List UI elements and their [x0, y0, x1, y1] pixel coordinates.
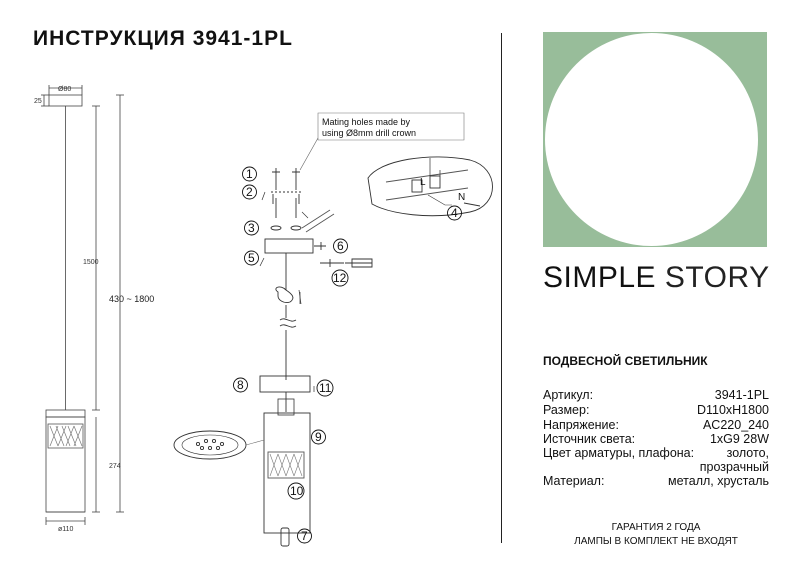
vertical-divider [501, 33, 502, 543]
step-number-circles [234, 167, 462, 543]
callout-line2: using Ø8mm drill crown [322, 128, 417, 138]
lamps-note: ЛАМПЫ В КОМПЛЕКТ НЕ ВХОДЯТ [574, 536, 738, 547]
brand-word-2: STORY [664, 261, 770, 294]
spec-label: Источник света: [543, 432, 636, 446]
step-number-9: 9 [315, 430, 322, 444]
dim-shade-height: 274 [109, 463, 121, 470]
spec-label: Размер: [543, 403, 590, 417]
spec-label: Материал: [543, 474, 605, 488]
assembly-illustration [174, 113, 493, 546]
warranty-note: ГАРАНТИЯ 2 ГОДА [611, 522, 701, 533]
dim-canopy-height: 25 [34, 98, 42, 105]
spec-label: Напряжение: [543, 418, 619, 432]
spec-value: металл, хрусталь [668, 474, 769, 488]
brand-word-1: SIMPLE [543, 261, 657, 294]
step-number-4: 4 [451, 206, 458, 220]
page-title: ИНСТРУКЦИЯ 3941-1PL [33, 27, 293, 50]
spec-value: AC220_240 [702, 418, 769, 432]
dim-shade-diameter: ø110 [58, 526, 74, 533]
logo-circle [545, 33, 758, 246]
spec-value: 3941-1PL [714, 388, 769, 402]
wire-label-l: L [420, 177, 426, 188]
spec-value: D110xH1800 [696, 403, 769, 417]
step-number-6: 6 [337, 239, 344, 253]
step-number-1: 1 [246, 167, 253, 181]
step-number-8: 8 [237, 378, 244, 392]
step-number-10: 10 [290, 484, 304, 498]
canopy-outline [49, 95, 82, 106]
brand-logo [543, 32, 767, 247]
step-number-3: 3 [248, 221, 255, 235]
dim-total-height: 430 ~ 1800 [109, 294, 155, 304]
spec-label: Артикул: [543, 388, 594, 402]
spec-value: 1xG9 28W [709, 432, 769, 446]
step-number-12: 12 [333, 271, 347, 285]
spec-value: прозрачный [699, 460, 769, 474]
dimension-drawing [41, 85, 124, 525]
product-type: ПОДВЕСНОЙ СВЕТИЛЬНИК [543, 354, 708, 368]
spec-label: Цвет арматуры, плафона: [543, 446, 695, 460]
spec-value: золото, [726, 446, 769, 460]
brand-name [543, 261, 770, 295]
callout-line1: Mating holes made by [322, 117, 411, 127]
step-number-5: 5 [248, 251, 255, 265]
step-number-2: 2 [246, 185, 253, 199]
wire-label-n: N [458, 192, 466, 203]
dim-canopy-diameter: Ø80 [58, 86, 72, 93]
shade-cap [46, 410, 85, 417]
dim-cable-length: 1500 [83, 259, 99, 266]
step-number-11: 11 [319, 381, 332, 395]
step-number-7: 7 [301, 529, 308, 543]
